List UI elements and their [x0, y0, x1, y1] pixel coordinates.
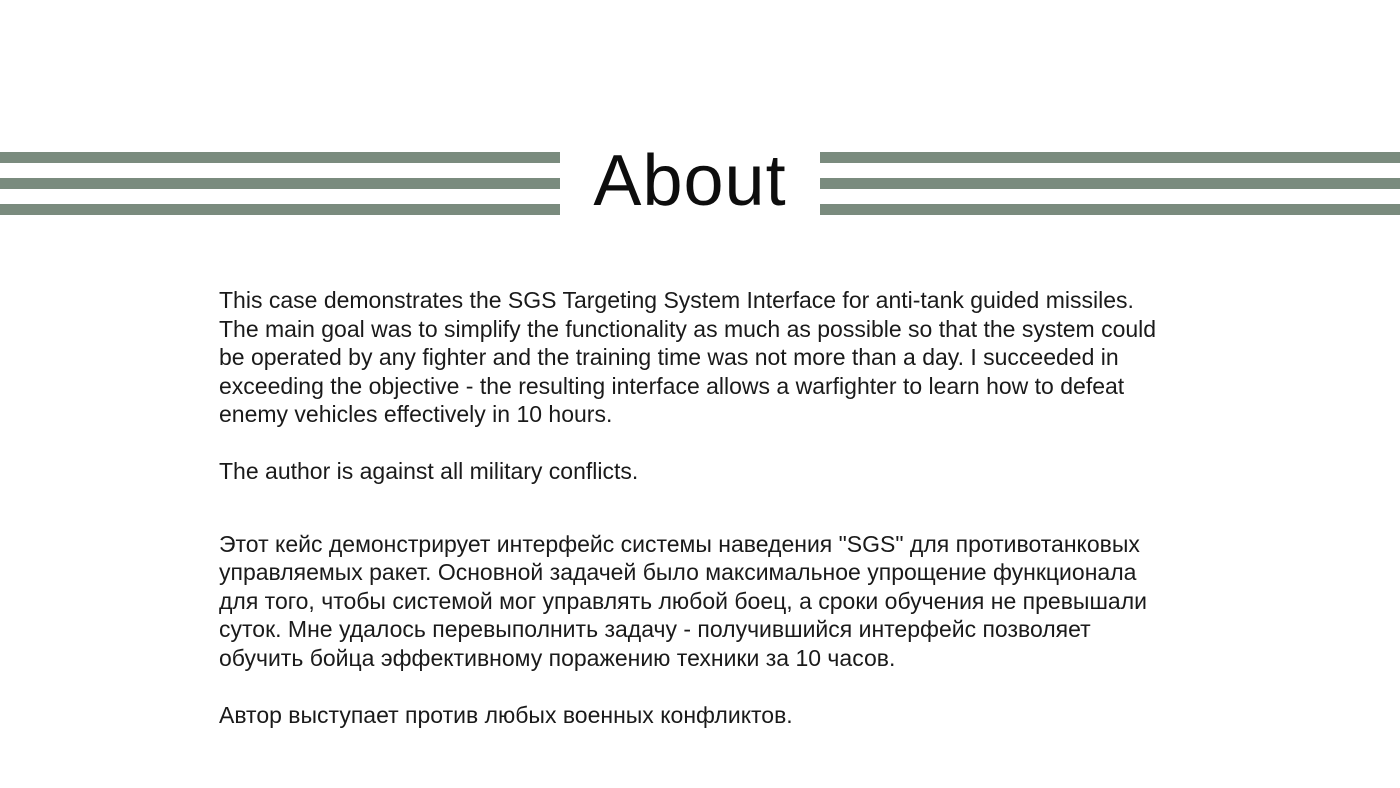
spacer: [219, 429, 1179, 458]
about-header: [0, 141, 1400, 221]
stripe: [0, 204, 560, 215]
stripe: [820, 152, 1400, 163]
page-title: About: [593, 141, 787, 221]
left-decorative-stripes: [0, 152, 560, 215]
russian-intro-paragraph: Этот кейс демонстрирует интерфейс системы наведения "SGS" для противотанковых управляемых ракет. Основной задачей было максимальное упрощение функционала для того, чтобы системой мог управлять любой боец, а сроки обучения не превышали суток. Мне удалось перевыполнить задачу - получившийся интерфейс позволяет обучить бойца эффективному поражению техники за 10 часов.: [219, 530, 1147, 671]
stripe: [820, 204, 1400, 215]
russian-disclaimer: Автор выступает против любых военных конфликтов.: [219, 701, 793, 728]
english-intro-paragraph: This case demonstrates the SGS Targeting System Interface for anti-tank guided missiles. The main goal was to simplify the functionality as much as possible so that the system could be operated by any fighter and the training time was not more than a day. I succeeded in exceeding the objective - the resulting interface allows a warfighter to learn how to defeat enemy vehicles effectively in 10 hours.: [219, 287, 1157, 427]
about-content: [219, 286, 1179, 729]
stripe: [0, 152, 560, 163]
stripe: [820, 178, 1400, 189]
stripe: [0, 178, 560, 189]
spacer: [219, 486, 1179, 530]
spacer: [219, 672, 1179, 701]
right-decorative-stripes: [820, 152, 1400, 215]
english-disclaimer: The author is against all military conflicts.: [219, 458, 639, 484]
